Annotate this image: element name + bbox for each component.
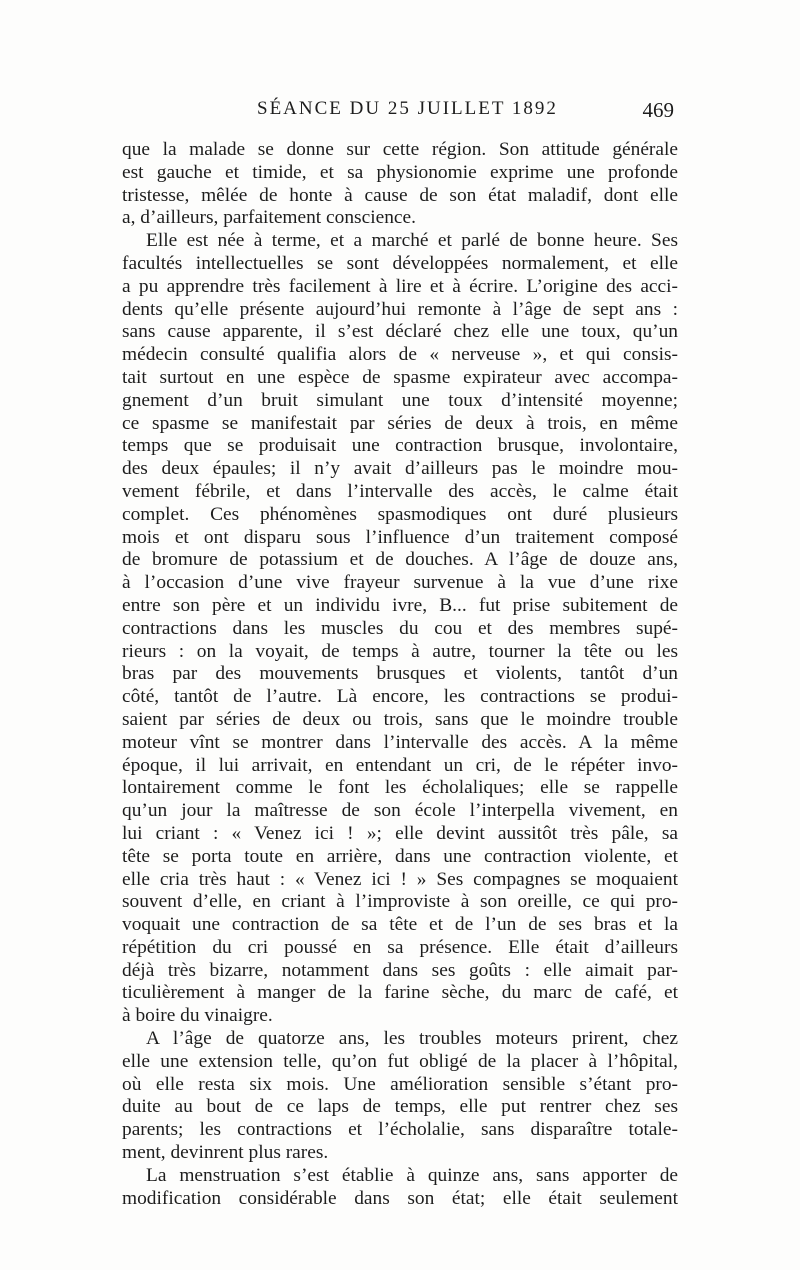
text-line: lui criant : « Venez ici ! »; elle devint aussitôt très pâle, sa (122, 822, 678, 844)
text-line: tête se porta toute en arrière, dans une contraction violente, et (122, 845, 678, 867)
paragraph-1 (122, 139, 678, 230)
text-line: où elle resta six mois. Une amélioration sensible s’étant pro- (122, 1073, 678, 1095)
text-line: ticulièrement à manger de la farine sèche, du marc de café, et (122, 982, 678, 1004)
text-line: contractions dans les muscles du cou et des membres supé- (122, 617, 678, 639)
text-line: époque, il lui arrivait, en entendant un cri, de le répéter invo- (122, 754, 678, 776)
body-text (122, 139, 678, 1210)
text-line: complet. Ces phénomènes spasmodiques ont duré plusieurs (122, 503, 678, 525)
text-line: déjà très bizarre, notamment dans ses goûts : elle aimait par- (122, 959, 678, 981)
text-line: souvent d’elle, en criant à l’improviste à son oreille, ce qui pro- (122, 891, 678, 913)
text-line: facultés intellectuelles se sont développées normalement, et elle (122, 252, 678, 274)
text-line: sans cause apparente, il s’est déclaré chez elle une toux, qu’un (122, 321, 678, 343)
text-line: saient par séries de deux ou trois, sans que le moindre trouble (122, 708, 678, 730)
text-line: moteur vînt se montrer dans l’intervalle des accès. A la même (122, 731, 678, 753)
running-head (122, 98, 678, 128)
text-line: côté, tantôt de l’autre. Là encore, les contractions se produi- (122, 686, 678, 708)
text-line: voquait une contraction de sa tête et de l’un de ses bras et la (122, 914, 678, 936)
paragraph-2 (122, 230, 678, 1028)
text-line: répétition du cri poussé en sa présence. Elle était d’ailleurs (122, 936, 678, 958)
text-line: médecin consulté qualifia alors de « nerveuse », et qui consis- (122, 344, 678, 366)
text-line: modification considérable dans son état; elle était seulement (122, 1187, 678, 1209)
text-line: a, d’ailleurs, parfaitement conscience. (122, 207, 416, 229)
text-line: entre son père et un individu ivre, B... fut prise subitement de (122, 594, 678, 616)
text-line: a pu apprendre très facilement à lire et à écrire. L’origine des acci- (122, 275, 678, 297)
text-line: bras par des mouvements brusques et violents, tantôt d’un (122, 663, 678, 685)
text-line: mois et ont disparu sous l’influence d’un traitement composé (122, 526, 678, 548)
paragraph-4 (122, 1165, 678, 1211)
text-line: A l’âge de quatorze ans, les troubles moteurs prirent, chez (146, 1028, 678, 1050)
paragraph-3 (122, 1028, 678, 1165)
text-line: qu’un jour la maîtresse de son école l’interpella vivement, en (122, 800, 678, 822)
text-line: elle cria très haut : « Venez ici ! » Ses compagnes se moquaient (122, 868, 678, 890)
text-line: de bromure de potassium et de douches. A l’âge de douze ans, (122, 549, 678, 571)
text-line: parents; les contractions et l’écholalie, sans disparaître totale- (122, 1119, 678, 1141)
page-number: 469 (642, 98, 674, 122)
text-line: ment, devinrent plus rares. (122, 1142, 329, 1164)
text-line: rieurs : on la voyait, de temps à autre, tourner la tête ou les (122, 640, 678, 662)
text-line: elle une extension telle, qu’on fut obligé de la placer à l’hôpital, (122, 1050, 678, 1072)
text-line: dents qu’elle présente aujourd’hui remonte à l’âge de sept ans : (122, 298, 678, 320)
text-line: ce spasme se manifestait par séries de deux à trois, en même (122, 412, 678, 434)
text-line: que la malade se donne sur cette région. Son attitude générale (122, 139, 678, 160)
text-line: lontairement comme le font les écholaliques; elle se rappelle (122, 777, 678, 799)
text-line: duite au bout de ce laps de temps, elle put rentrer chez ses (122, 1096, 678, 1118)
text-line: à boire du vinaigre. (122, 1005, 273, 1027)
text-line: à l’occasion d’une vive frayeur survenue à la vue d’une rixe (122, 572, 678, 594)
text-line: La menstruation s’est établie à quinze ans, sans apporter de (146, 1164, 678, 1186)
text-line: des deux épaules; il n’y avait d’ailleurs pas le moindre mou- (122, 458, 678, 480)
text-line: gnement d’un bruit simulant une toux d’intensité moyenne; (122, 389, 678, 411)
text-line: temps que se produisait une contraction brusque, involontaire, (122, 435, 678, 457)
text-line: vement fébrile, et dans l’intervalle des accès, le calme était (122, 480, 678, 502)
text-line: tait surtout en une espèce de spasme expirateur avec accompa- (122, 366, 678, 388)
text-line: est gauche et timide, et sa physionomie exprime une profonde (122, 161, 678, 183)
text-line: Elle est née à terme, et a marché et parlé de bonne heure. Ses (146, 230, 678, 252)
running-title: SÉANCE DU 25 JUILLET 1892 (257, 98, 558, 119)
text-line: tristesse, mêlée de honte à cause de son état maladif, dont elle (122, 184, 678, 206)
